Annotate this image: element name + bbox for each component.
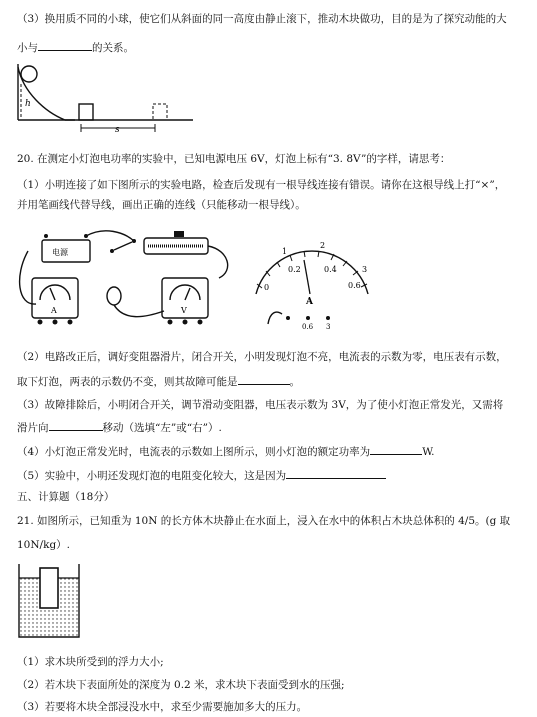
ammeter-dial-figure bbox=[248, 236, 378, 332]
q20-part3-line2 bbox=[17, 420, 525, 435]
q19-answer-blank[interactable] bbox=[38, 40, 92, 51]
dial-inner-tick-1: 1 bbox=[282, 247, 288, 256]
terminal-label-3: 3 bbox=[326, 323, 331, 331]
q19-item3-line2 bbox=[17, 40, 525, 55]
q20-reason-blank[interactable] bbox=[286, 468, 386, 479]
height-label-h: h bbox=[25, 99, 31, 109]
q20-part2-text-pre: 取下灯泡，两表的示数仍不变，则其故障可能是 bbox=[17, 376, 238, 388]
q20-direction-blank[interactable] bbox=[49, 420, 103, 431]
q20-part1-line2: 并用笔画线代替导线，画出正确的连线（只能移动一根导线）。 bbox=[17, 199, 306, 211]
terminal-label-06: 0.6 bbox=[302, 323, 314, 331]
dial-unit-label: A bbox=[306, 297, 313, 307]
dial-outer-tick-06: 0.6 bbox=[348, 281, 361, 290]
q20-part4 bbox=[17, 444, 525, 459]
circuit-diagram bbox=[14, 226, 244, 336]
q19-item3-line1: （3）换用质不同的小球，使它们从斜面的同一高度由静止滚下，推动木块做功，目的是为了探究动能的大 bbox=[17, 13, 507, 25]
q20-power-blank[interactable] bbox=[370, 444, 422, 455]
section5-title: 五、计算题（18分） bbox=[17, 491, 115, 503]
dial-inner-tick-3: 3 bbox=[362, 265, 368, 274]
floating-block-figure bbox=[16, 562, 82, 640]
q20-fault-blank[interactable] bbox=[238, 374, 290, 385]
power-label: 电源 bbox=[52, 248, 68, 257]
q20-part5 bbox=[17, 468, 525, 483]
dial-outer-tick-02: 0.2 bbox=[288, 265, 301, 274]
q20-part4-text-pre: （4）小灯泡正常发光时，电流表的示数如上图所示，则小灯泡的额定功率为 bbox=[17, 446, 371, 458]
q21-part3: （3）若要将木块全部浸没水中，求至少需要施加多大的压力。 bbox=[17, 701, 308, 713]
voltmeter-symbol: V bbox=[181, 306, 187, 315]
distance-label-s: s bbox=[115, 125, 120, 134]
q21-part1: （1）求木块所受到的浮力大小; bbox=[17, 656, 164, 668]
q21-stem-line1: 21. 如图所示，已知重为 10N 的长方体木块静止在水面上，浸入在水中的体积占木块总体积的 4/5。(g 取 bbox=[17, 515, 511, 527]
q21-part2: （2）若木块下表面所处的深度为 0.2 米，求木块下表面受到水的压强; bbox=[17, 679, 345, 691]
q20-part4-text-post: W. bbox=[422, 446, 435, 458]
q20-stem: 20. 在测定小灯泡电功率的实验中，已知电源电压 6V，灯泡上标有“3. 8V”的字样，请思考： bbox=[17, 153, 451, 165]
q20-part2-text-post: 。 bbox=[289, 376, 300, 388]
ammeter-symbol: A bbox=[51, 306, 57, 315]
q20-part2-line2 bbox=[17, 374, 525, 389]
q20-part3-text-post: 移动（选填“左”或“右”）. bbox=[102, 422, 222, 434]
dial-outer-tick-04: 0.4 bbox=[324, 265, 337, 274]
q20-part3-line1: （3）故障排除后，小明闭合开关，调节滑动变阻器，电压表示数为 3V，为了使小灯泡正常发光，又需将 bbox=[17, 399, 504, 411]
dial-inner-tick-2: 2 bbox=[320, 241, 326, 250]
q19-item3-text-post: 的关系。 bbox=[92, 42, 134, 54]
q20-part3-text-pre: 滑片向 bbox=[17, 422, 49, 434]
q21-stem-line2: 10N/kg）. bbox=[17, 539, 71, 551]
q20-part1-line1: （1）小明连接了如下图所示的实验电路，检查后发现有一根导线连接有错误。请你在这根导线上打“×”， bbox=[17, 179, 506, 191]
q20-part5-text-pre: （5）实验中，小明还发现灯泡的电阻变化较大，这是因为 bbox=[17, 470, 287, 482]
q20-part2-line1: （2）电路改正后，调好变阻器滑片，闭合开关，小明发现灯泡不亮，电流表的示数为零，电压表有示数， bbox=[17, 351, 507, 363]
dial-outer-tick-0: 0 bbox=[264, 283, 270, 292]
incline-ball-figure bbox=[15, 62, 195, 134]
q19-item3-text-pre: 小与 bbox=[17, 42, 38, 54]
